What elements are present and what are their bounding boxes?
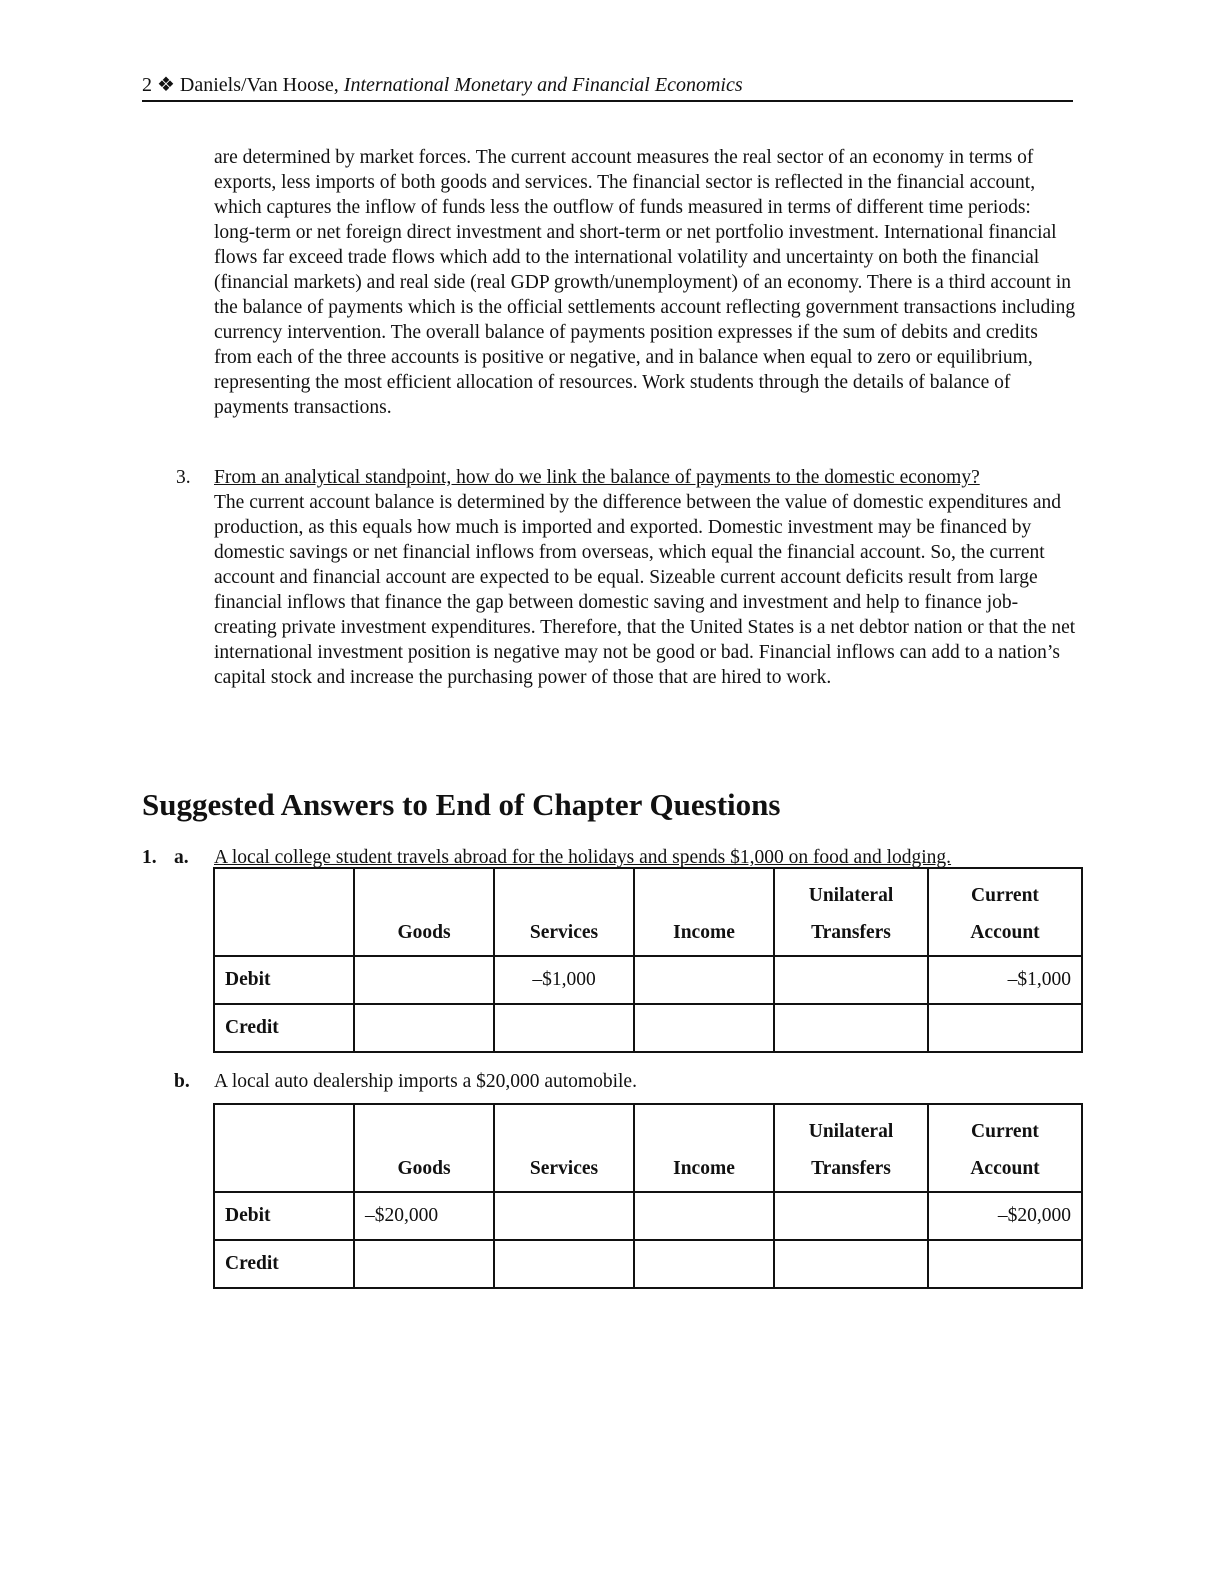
table-row-credit [214,1240,1082,1288]
question-1a-text: A local college student travels abroad for the holidays and spends $1,000 on food and lodging. [214,847,952,868]
item-3-number: 3. [176,467,191,488]
cell-goods: –$20,000 [354,1192,494,1240]
question-1b-text: A local auto dealership imports a $20,000 automobile. [214,1071,637,1092]
header-unilateral-transfers [774,1104,928,1192]
header-income: Income [634,1104,774,1192]
item-3-question: From an analytical standpoint, how do we link the balance of payments to the domestic economy? [214,467,980,488]
header-line: Unilateral [808,885,894,906]
cell-current [928,1240,1082,1288]
question-1b-letter: b. [174,1071,190,1092]
continued-paragraph: are determined by market forces. The current account measures the real sector of an economy in terms of exports, less imports of both goods and services. The financial sector is reflected in the financial account, which captures the inflow of funds less the outflow of funds measured in terms of different time periods: long-term or net foreign direct investment and short-term or net portfolio investment. International financial flows far exceed trade flows which add to the international volatility and uncertainty on both the financial (financial markets) and real side (real GDP growth/unemployment) of an economy. There is a third account in the balance of payments which is the official settlements account reflecting government transactions including currency intervention. The overall balance of payments position expresses if the sum of debits and credits from each of the three accounts is positive or negative, and in balance when equal to zero or equilibrium, representing the most efficient allocation of resources. Work students through the details of balance of payments transactions. [214,147,1076,418]
cell-goods [354,1240,494,1288]
cell-goods [354,956,494,1004]
header-cell-empty [214,868,354,956]
cell-services [494,1192,634,1240]
header-unilateral-transfers [774,868,928,956]
cell-unilateral [774,956,928,1004]
cell-income [634,956,774,1004]
cell-current [928,1004,1082,1052]
question-1-number: 1. [142,847,157,868]
bop-table-a [213,867,1083,1053]
table-header-row [214,1104,1082,1192]
cell-unilateral [774,1004,928,1052]
header-goods: Goods [354,868,494,956]
header-line: Current [971,1121,1039,1142]
cell-income [634,1192,774,1240]
row-label-debit: Debit [214,1192,354,1240]
cell-current: –$1,000 [928,956,1082,1004]
row-label-credit: Credit [214,1240,354,1288]
cell-services [494,1240,634,1288]
header-book-title: International Monetary and Financial Economics [343,74,743,96]
bop-table-b [213,1103,1083,1289]
running-header [142,72,1073,102]
question-1a-letter: a. [174,847,189,868]
header-line: Unilateral [808,1121,894,1142]
table-row-debit [214,1192,1082,1240]
cell-unilateral [774,1192,928,1240]
table-row-credit [214,1004,1082,1052]
cell-current: –$20,000 [928,1192,1082,1240]
header-services: Services [494,1104,634,1192]
header-prefix: 2 ❖ Daniels/Van Hoose, [142,74,344,96]
cell-income [634,1004,774,1052]
header-services: Services [494,868,634,956]
row-label-credit: Credit [214,1004,354,1052]
header-current-account [928,868,1082,956]
header-line: Account [970,1158,1040,1179]
cell-goods [354,1004,494,1052]
header-goods: Goods [354,1104,494,1192]
cell-services [494,1004,634,1052]
header-current-account [928,1104,1082,1192]
cell-income [634,1240,774,1288]
header-line: Transfers [811,922,891,943]
item-3-answer: The current account balance is determined by the difference between the value of domestic expenditures and production, as this equals how much is imported and exported. Domestic investment may be financed by domestic savings or net financial inflows from overseas, which equal the financial account. So, the current account and financial account are expected to be equal. Sizeable current account deficits result from large financial inflows that finance the gap between domestic saving and investment and help to finance job-creating private investment expenditures. Therefore, that the United States is a net debtor nation or that the net international investment position is negative may not be good or bad. Financial inflows can add to a nation’s capital stock and increase the purchasing power of those that are hired to work. [214,492,1076,688]
header-cell-empty [214,1104,354,1192]
header-line: Current [971,885,1039,906]
item-3-block [214,465,1076,690]
header-income: Income [634,868,774,956]
header-line: Transfers [811,1158,891,1179]
row-label-debit: Debit [214,956,354,1004]
section-title: Suggested Answers to End of Chapter Questions [142,787,781,822]
header-line: Account [970,922,1040,943]
table-header-row [214,868,1082,956]
cell-unilateral [774,1240,928,1288]
cell-services: –$1,000 [494,956,634,1004]
table-row-debit [214,956,1082,1004]
